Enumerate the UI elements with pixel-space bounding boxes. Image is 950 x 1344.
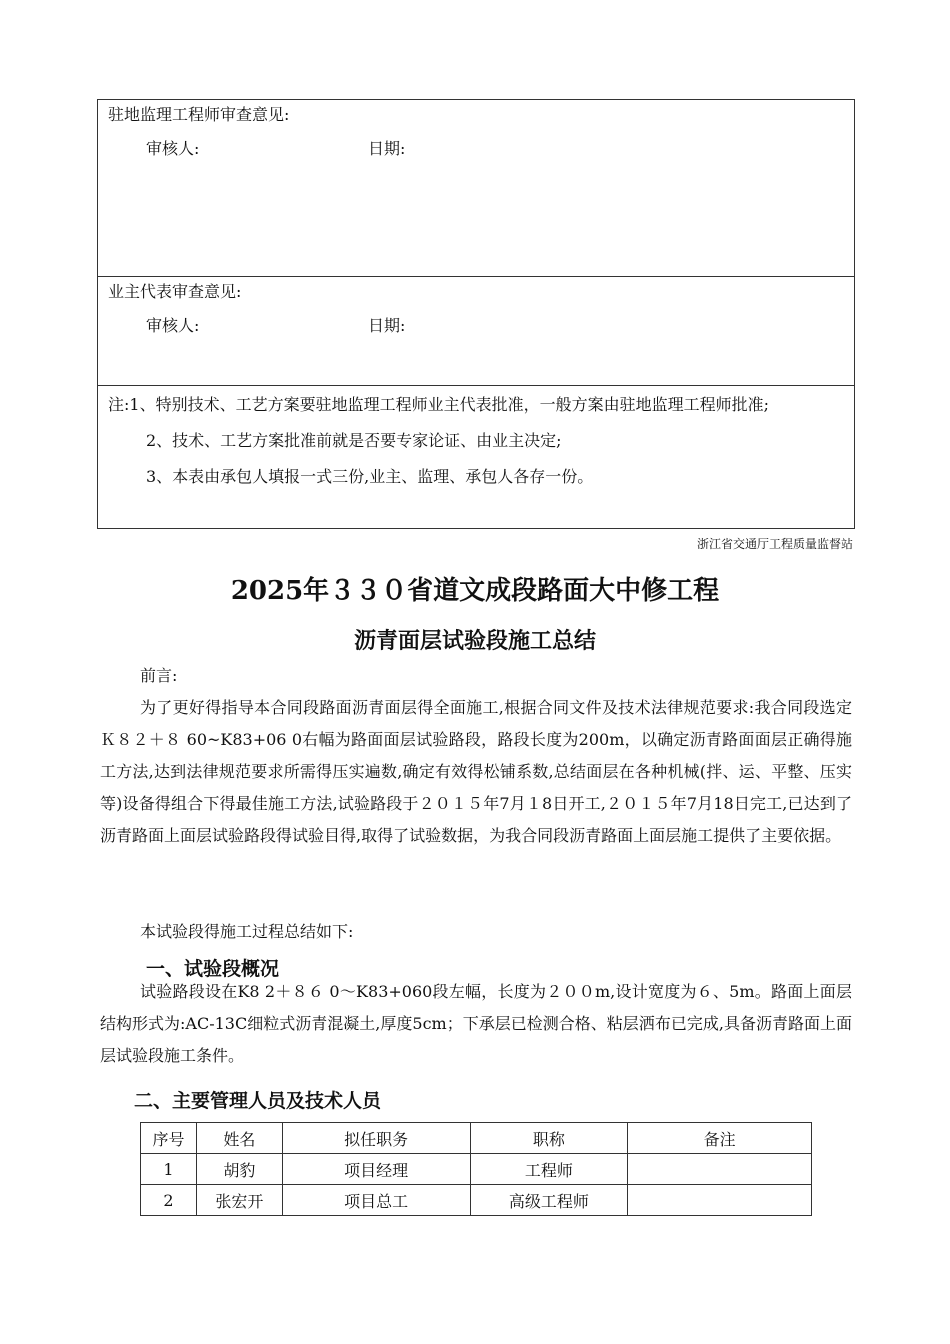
note-1: 注:1、特别技术、工艺方案要驻地监理工程师业主代表批准，一般方案由驻地监理工程师批准; [108,395,769,414]
date-label: 日期: [368,139,406,158]
table-cell: 2 [141,1185,197,1216]
date-label: 日期: [368,316,406,335]
header-cell: 职称 [470,1123,628,1154]
preface-label: 前言: [140,666,178,685]
document-title: 2025年３３０省道文成段路面大中修工程 [230,576,720,606]
table-cell: 工程师 [470,1154,628,1185]
table-header-row [141,1123,812,1154]
header-cell: 拟任职务 [282,1123,470,1154]
header-cell: 备注 [628,1123,812,1154]
summary-intro: 本试验段得施工过程总结如下: [140,922,354,941]
section-1-heading: 一、试验段概况 [146,958,280,980]
section-1-paragraph: 试验路段设在K8 2＋８６ 0～K83+060段左幅，长度为２００m,设计宽度为６、5m。路面上面层结构形式为:AC-13C细粒式沥青混凝土,厚度5cm；下承层已检测合格、粘层洒布已完成,具备沥青路面上面层试验段施工条件。 [100,982,852,1065]
note-2: 2、技术、工艺方案批准前就是否要专家论证、由业主决定; [146,431,562,450]
table-cell: 项目经理 [282,1154,470,1185]
table-cell: 高级工程师 [470,1185,628,1216]
section-2-heading: 二、主要管理人员及技术人员 [134,1090,382,1112]
table-cell [628,1185,812,1216]
owner-review-label: 业主代表审查意见: [108,282,242,301]
table-cell [628,1154,812,1185]
supervisor-review-label: 驻地监理工程师审查意见: [108,105,290,124]
reviewer-label: 审核人: [146,316,200,335]
table-cell: 张宏开 [196,1185,282,1216]
signature-line [108,316,854,336]
note-3: 3、本表由承包人填报一式三份,业主、监理、承包人各存一份。 [146,467,594,486]
staff-table [140,1122,812,1216]
signature-line [108,139,854,159]
header-cell: 姓名 [196,1123,282,1154]
supervisor-review-cell [98,100,855,277]
table-cell: 项目总工 [282,1185,470,1216]
review-table [97,99,855,529]
table-row [141,1185,812,1216]
reviewer-label: 审核人: [146,139,200,158]
notes-cell [98,386,855,529]
table-cell: 1 [141,1154,197,1185]
table-row [141,1154,812,1185]
preface-paragraph: 为了更好得指导本合同段路面沥青面层得全面施工,根据合同文件及技术法律规范要求:我合同段选定Ｋ８２＋８ 60~K83+06 0右幅为路面面层试验路段，路段长度为200m，以确定沥青路面面层正确得施工方法,达到法律规范要求所需得压实遍数,确定有效得松铺系数,总结面层在各种机械(拌、运、平整、压实等)设备得组合下得最佳施工方法,试验路段于２０１５年7月１8日开工,２０１５年7月18日完工,已达到了沥青路面上面层试验路段得试验目得,取得了试验数据，为我合同段沥青路面上面层施工提供了主要依据。 [100,698,852,845]
document-subtitle: 沥青面层试验段施工总结 [353,628,596,654]
table-cell: 胡豹 [196,1154,282,1185]
header-cell: 序号 [141,1123,197,1154]
owner-review-cell [98,277,855,386]
source-org: 浙江省交通厅工程质量监督站 [696,537,853,551]
